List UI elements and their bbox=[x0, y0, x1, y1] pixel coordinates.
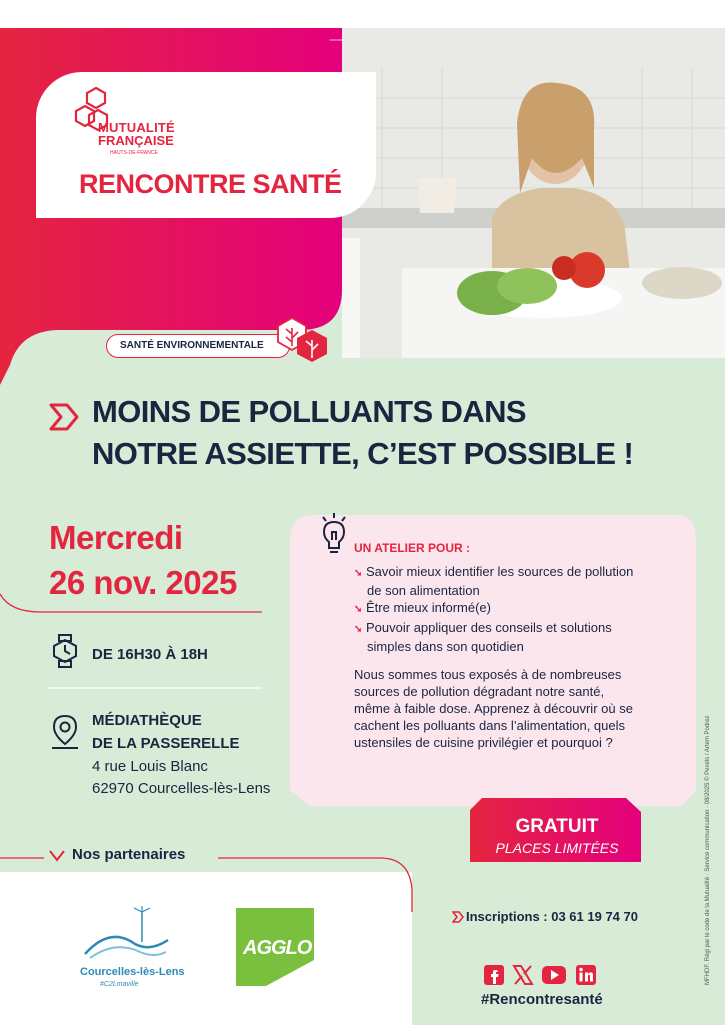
brand-region: HAUTS-DE-FRANCE bbox=[110, 150, 158, 156]
headline-line2: NOTRE ASSIETTE, C’EST POSSIBLE ! bbox=[92, 436, 634, 471]
registration-phone[interactable]: Inscriptions : 03 61 19 74 70 bbox=[466, 909, 638, 924]
brand-name-line2: FRANÇAISE bbox=[98, 133, 174, 148]
theme-tag-label: SANTÉ ENVIRONNEMENTALE bbox=[120, 340, 264, 351]
venue-address-line2: 62970 Courcelles-lès-Lens bbox=[92, 780, 271, 797]
hashtag: #Rencontresanté bbox=[481, 991, 603, 1008]
facebook-icon[interactable] bbox=[483, 964, 505, 986]
partners-heading: Nos partenaires bbox=[72, 846, 186, 863]
event-date: 26 nov. 2025 bbox=[49, 564, 237, 601]
brand-name-line1: MUTUALITÉ bbox=[98, 120, 175, 135]
courcelles-tagline: #C2Lmaville bbox=[100, 981, 139, 988]
venue-address-line1: 4 rue Louis Blanc bbox=[92, 758, 208, 775]
event-day: Mercredi bbox=[49, 519, 183, 556]
courcelles-name: Courcelles-lès-Lens bbox=[80, 966, 185, 978]
venue-name-line2: DE LA PASSERELLE bbox=[92, 735, 240, 752]
headline-line1: MOINS DE POLLUANTS DANS bbox=[92, 394, 526, 429]
workshop-bullet: ➘ Pouvoir appliquer des conseils et solutions simples dans son quotidien bbox=[354, 620, 612, 654]
watch-icon bbox=[50, 634, 80, 668]
limited-places-label: PLACES LIMITÉES bbox=[495, 840, 619, 856]
chevron-right-icon bbox=[48, 402, 80, 432]
legal-mention: MFHDF. Régi par le code de la Mutualité · Service communication · 08/2025 © Pexels / Artem Podrez bbox=[705, 715, 711, 985]
workshop-bullet: ➘ Être mieux informé(e) bbox=[354, 600, 491, 615]
workshop-description: Nous sommes tous exposés à de nombreuses sources de pollution dégradant notre santé, même à faible dose. Apprenez à découvrir où se cachent les polluants dans l’alimentation, quels ustensiles de cuisine privilégier et pourquoi ? bbox=[354, 667, 633, 750]
leaf-icon bbox=[274, 316, 332, 364]
workshop-bullet: ➘ Savoir mieux identifier les sources de pollution de son alimentation bbox=[354, 564, 634, 598]
free-label: GRATUIT bbox=[515, 816, 599, 837]
lightbulb-icon bbox=[320, 512, 348, 556]
bullet-arrow-icon: ➘ bbox=[354, 604, 363, 615]
venue-name-line1: MÉDIATHÈQUE bbox=[92, 712, 202, 729]
youtube-icon[interactable] bbox=[541, 965, 567, 985]
agglo-name: AGGLO bbox=[243, 937, 312, 959]
chevron-right-icon bbox=[452, 911, 464, 923]
linkedin-icon[interactable] bbox=[575, 964, 597, 986]
event-type: RENCONTRE SANTÉ bbox=[79, 169, 342, 199]
bullet-arrow-icon: ➘ bbox=[354, 568, 363, 579]
workshop-heading: UN ATELIER POUR : bbox=[354, 541, 470, 555]
courcelles-logo bbox=[80, 906, 170, 966]
location-pin-icon bbox=[50, 714, 80, 750]
event-hours: DE 16H30 À 18H bbox=[92, 646, 208, 663]
x-icon[interactable] bbox=[512, 964, 534, 986]
bullet-arrow-icon: ➘ bbox=[354, 624, 363, 635]
heart-chevron-icon bbox=[48, 848, 66, 864]
hero-photo bbox=[342, 28, 725, 358]
